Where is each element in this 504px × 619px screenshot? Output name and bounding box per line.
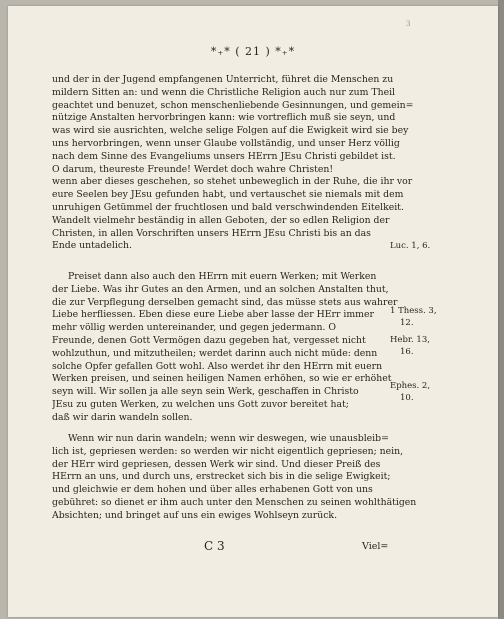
text-line: lich ist, gepriesen werden: so werden wir nicht eigentlich gepriesen; nein,: [52, 445, 404, 457]
text-line: eure Seelen bey JEsu gefunden habt, und vertauschet sie niemals mit dem: [52, 189, 404, 201]
text-line: Liebe herfliessen. Eben diese eure Liebe aber lasse der HErr immer: [52, 309, 374, 321]
text-line: Wenn wir nun darin wandeln; wenn wir deswegen, wie unausbleib=: [68, 433, 389, 444]
margin-note-ephes: Ephes. 2,: [390, 381, 431, 391]
corner-mark: 3: [406, 20, 411, 28]
paragraph-3: [52, 433, 416, 523]
text-line: nützige Anstalten hervorbringen kann: wie vortreflich muß sie seyn, und: [52, 112, 396, 124]
margin-note-hebr-verse: 16.: [400, 347, 414, 357]
margin-note-luc: Luc. 1, 6.: [390, 241, 431, 251]
text-line: der Liebe. Was ihr Gutes an den Armen, und an solchen Anstalten thut,: [52, 283, 389, 295]
signature-mark: C 3: [204, 539, 225, 553]
page-header: *₊* ( 21 ) *₊*: [210, 45, 296, 58]
text-line: Preiset dann also auch den HErrn mit euern Werken; mit Werken: [68, 271, 377, 282]
margin-note-thess-verse: 12.: [400, 318, 414, 328]
paragraph-2: [52, 271, 416, 425]
text-line: wohlzuthun, und mitzutheilen; werdet darinn auch nicht müde: denn: [52, 347, 378, 359]
text-line: mildern Sitten an: und wenn die Christliche Religion auch nur zum Theil: [52, 86, 396, 98]
scan-edge: [498, 0, 504, 619]
text-line: geachtet und benuzet, schon menschenliebende Gesinnungen, und gemein=: [52, 99, 414, 111]
text-line: Absichten; und bringet auf uns ein ewiges Wohlseyn zurück.: [52, 509, 338, 521]
text-line: mehr völlig werden untereinander, und gegen jedermann. O: [52, 322, 336, 334]
text-line: der HErr wird gepriesen, dessen Werk wir sind. Und dieser Preiß des: [52, 458, 381, 470]
text-line: Freunde, denen Gott Vermögen dazu gegeben hat, vergesset nicht: [52, 334, 366, 346]
text-line: die zur Verpflegung derselben gemacht sind, das müsse stets aus wahrer: [52, 296, 398, 308]
text-line: daß wir darin wandeln sollen.: [52, 411, 193, 423]
text-line: Werken preisen, und seinen heiligen Namen erhöhen, so wie er erhöhet: [52, 373, 392, 385]
text-line: solche Opfer gefallen Gott wohl. Also werdet ihr den HErrn mit euern: [52, 360, 383, 372]
text-line: gebühret: so dienet er ihm auch unter den Menschen zu seinen wohlthätigen: [52, 496, 416, 508]
text-line: und gleichwie er dem hohen und über alles erhabenen Gott von uns: [52, 484, 373, 496]
text-line: O darum, theureste Freunde! Werdet doch wahre Christen!: [52, 163, 334, 175]
catchword: Viel=: [362, 541, 389, 552]
text-line: und der in der Jugend empfangenen Unterricht, führet die Menschen zu: [52, 74, 394, 85]
book-page: [8, 6, 498, 617]
text-line: unruhigen Getümmel der fruchtlosen und bald verschwindenden Eitelkeit.: [52, 201, 404, 213]
text-line: Christen, in allen Vorschriften unsers HErrn JEsu Christi bis an das: [52, 227, 371, 239]
paragraph-1: [52, 74, 416, 253]
text-line: seyn will. Wir sollen ja alle seyn sein Werk, geschaffen in Christo: [52, 386, 359, 398]
text-line: nach dem Sinne des Evangeliums unsers HErrn JEsu Christi gebildet ist.: [52, 150, 396, 162]
text-line: uns hervorbringen, wenn unser Glaube vollständig, und unser Herz völlig: [52, 137, 400, 149]
text-line: JEsu zu guten Werken, zu welchen uns Gott zuvor bereitet hat;: [52, 398, 349, 410]
text-line: Wandelt vielmehr beständig in allen Geboten, der so edlen Religion der: [52, 214, 390, 226]
text-line: wenn aber dieses geschehen, so stehet unbeweglich in der Ruhe, die ihr vor: [52, 176, 413, 188]
text-line: Ende untadelich.: [52, 240, 132, 252]
margin-note-ephes-verse: 10.: [400, 393, 414, 403]
margin-note-thess: 1 Thess. 3,: [390, 306, 437, 316]
margin-note-hebr: Hebr. 13,: [390, 335, 430, 345]
text-line: HErrn an uns, und durch uns, erstrecket sich bis in die selige Ewigkeit;: [52, 471, 391, 483]
text-line: was wird sie ausrichten, welche selige Folgen auf die Ewigkeit wird sie bey: [52, 125, 409, 137]
